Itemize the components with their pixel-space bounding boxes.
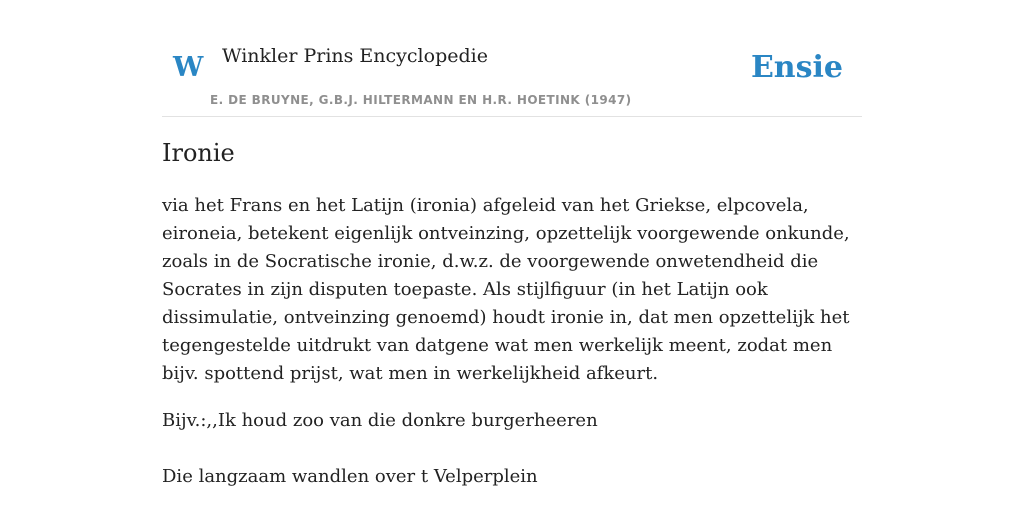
winkler-prins-logo[interactable]: W <box>173 52 204 83</box>
article-title: Ironie <box>162 139 235 167</box>
article-paragraph: Bijv.:,,Ik houd zoo van die donkre burgerheeren <box>162 410 598 431</box>
ensie-logo-link[interactable]: Ensie <box>750 50 843 85</box>
header <box>162 0 862 117</box>
article-paragraph: Die langzaam wandlen over t Velperplein <box>162 466 538 487</box>
page <box>162 0 862 487</box>
article-paragraph: via het Frans en het Latijn (ironia) afgeleid van het Griekse, elpcovela, eironeia, betekent eigenlijk ontveinzing, opzettelijk voorgewende onkunde, zoals in de Socratische ironie, d.w.z. de voorgewende onwetendheid die Socrates in zijn disputen toepaste. Als stijlfiguur (in het Latijn ook dissimulatie, ontveinzing genoemd) houdt ironie in, dat men opzettelijk het tegengestelde uitdrukt van datgene wat men werkelijk meent, zodat men bijv. spottend prijst, wat men in werkelijkheid afkeurt. <box>162 195 850 384</box>
book-authors: E. DE BRUYNE, G.B.J. HILTERMANN EN H.R. HOETINK (1947) <box>210 93 632 107</box>
book-title-link[interactable]: Winkler Prins Encyclopedie <box>222 45 488 67</box>
